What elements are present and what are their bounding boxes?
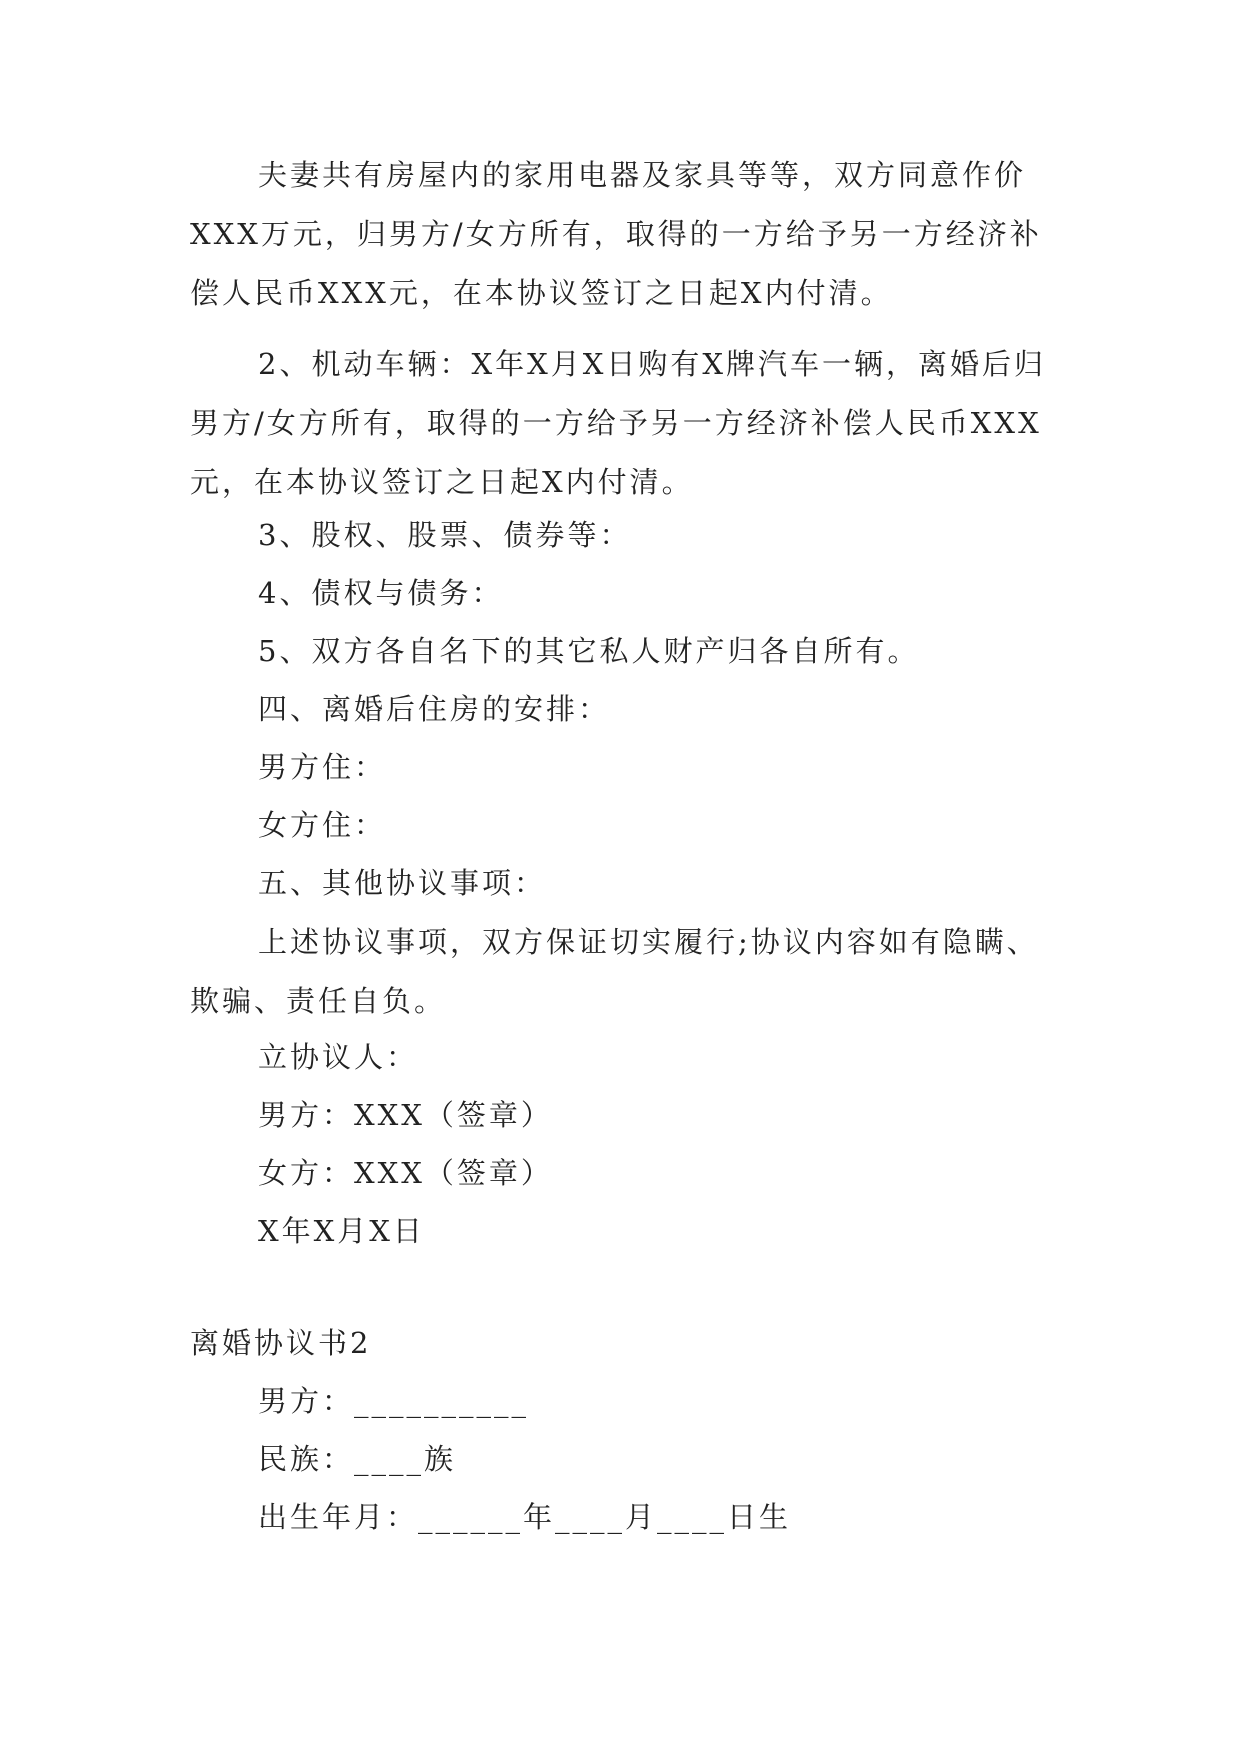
item-female-residence: 女方住： bbox=[258, 808, 387, 842]
paragraph-motor-vehicle: 2、机动车辆：X年X月X日购有X牌汽车一辆，离婚后归男方/女方所有，取得的一方给予另一方经济补偿人民币XXX元，在本协议签订之日起X内付清。 bbox=[190, 347, 1047, 499]
paragraph-household-appliances: 夫妻共有房屋内的家用电器及家具等等，双方同意作价XXX万元，归男方/女方所有，取得的一方给予另一方经济补偿人民币XXX元，在本协议签订之日起X内付清。 bbox=[190, 158, 1042, 310]
label-signatories: 立协议人： bbox=[258, 1040, 419, 1074]
field-male-name: 男方：__________ bbox=[258, 1384, 530, 1418]
heading-other-matters: 五、其他协议事项： bbox=[258, 866, 547, 900]
paragraph-guarantee: 上述协议事项，双方保证切实履行;协议内容如有隐瞒、欺骗、责任自负。 bbox=[190, 925, 1039, 1018]
field-birth-date: 出生年月：______年____月____日生 bbox=[258, 1500, 792, 1534]
heading-housing-arrangement: 四、离婚后住房的安排： bbox=[258, 692, 611, 726]
item-private-property: 5、双方各自名下的其它私人财产归各自所有。 bbox=[258, 634, 920, 668]
item-credits-debts: 4、债权与债务： bbox=[258, 576, 504, 610]
signature-female: 女方：XXX（签章） bbox=[258, 1156, 553, 1190]
signature-date: X年X月X日 bbox=[258, 1214, 425, 1248]
section-title: 离婚协议书2 bbox=[190, 1326, 372, 1360]
signature-male: 男方：XXX（签章） bbox=[258, 1098, 553, 1132]
item-equity-stocks-bonds: 3、股权、股票、债券等： bbox=[258, 518, 632, 552]
field-ethnicity: 民族：____族 bbox=[258, 1442, 457, 1476]
item-male-residence: 男方住： bbox=[258, 750, 387, 784]
